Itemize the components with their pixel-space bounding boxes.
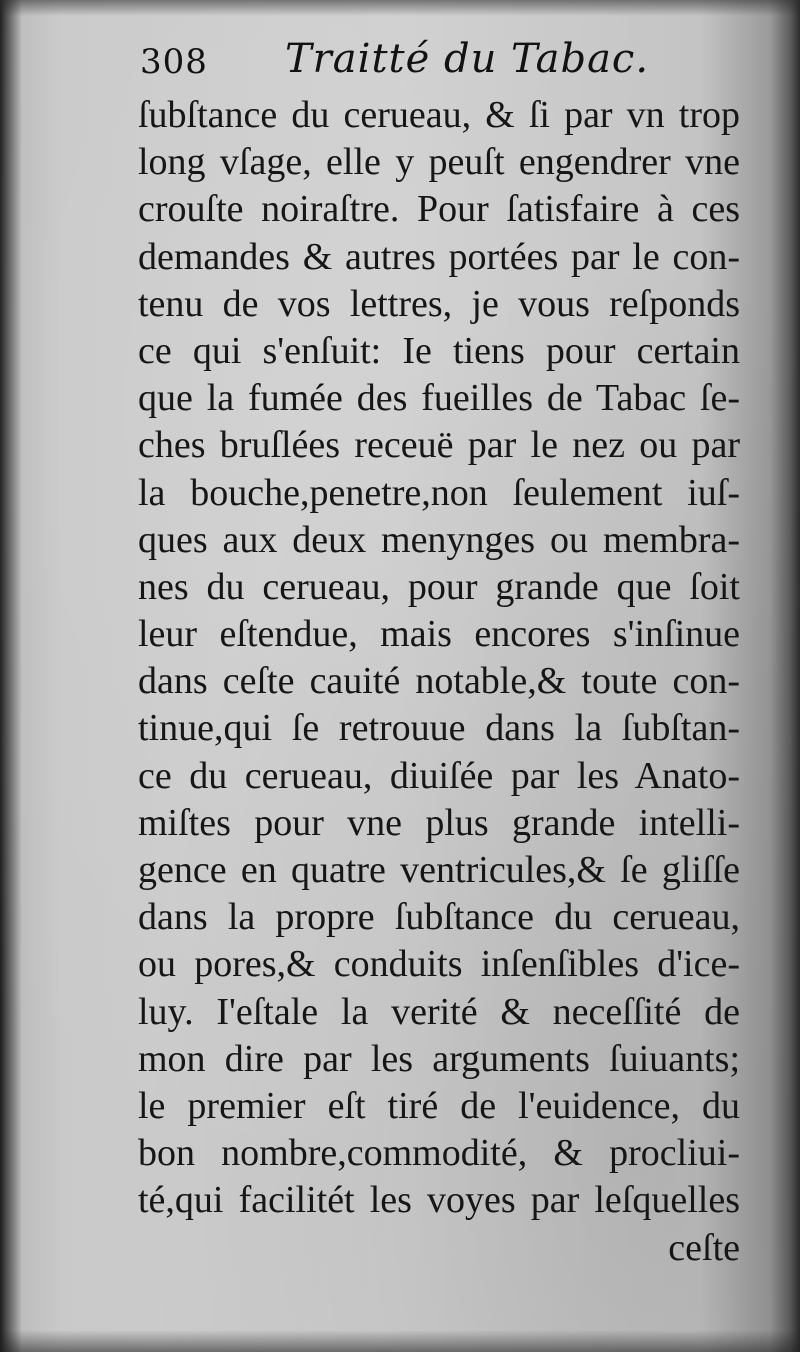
text-line: que la fumée des fueilles de Tabac ſe- [138,377,740,420]
text-line: bon nombre,commodité, & procliui- [138,1132,740,1175]
text-line: dans ceſte cauité notable,& toute con- [138,660,740,703]
running-head [140,36,740,92]
text-line: la bouche,penetre,non ſeulement iuſ- [138,471,740,514]
text-line: ches bruſlées receuë par le nez ou par [138,424,740,467]
text-line: ce qui s'enſuit: Ie tiens pour certain [138,329,740,372]
text-line: mon dire par les arguments ſuiuants; [138,1037,740,1080]
body-text [138,92,740,1272]
text-line: ſubſtance du cerueau, & ſi par vn trop [138,94,740,136]
text-line: long vſage, elle y peuſt engendrer vne [138,141,740,184]
catchword: ceſte [668,1226,740,1269]
text-line: tinue,qui ſe retrouue dans la ſubſtan- [138,707,740,750]
text-line: ce du cerueau, diuiſée par les Anato- [138,754,740,797]
text-line: luy. I'eſtale la verité & neceſſité de [138,990,740,1033]
text-line: té,qui facilitét les voyes par leſquelles [138,1179,740,1222]
text-line: leur eſtendue, mais encores s'inſinue [138,613,740,656]
page-bottom-shadow [0,1330,800,1352]
text-line: le premier eſt tiré de l'euidence, du [138,1084,740,1127]
text-line: ou pores,& conduits inſenſibles d'ice- [138,943,740,986]
page-top-shadow [0,0,800,16]
text-line: nes du cerueau, pour grande que ſoit [138,565,740,608]
page-number: 308 [140,42,208,82]
text-line: demandes & autres portées par le con- [138,235,740,278]
text-line: miſtes pour vne plus grande intelli- [138,801,740,844]
text-line: crouſte noiraſtre. Pour ſatisfaire à ces [138,188,740,231]
text-line: gence en quatre ventricules,& ſe gliſſe [138,849,740,891]
text-line: ques aux deux menynges ou membra- [138,518,740,561]
text-line: dans la propre ſubſtance du cerueau, [138,896,740,939]
running-head-title: Traitté du Tabac. [285,36,650,82]
text-line: tenu de vos lettres, je vous reſponds [138,282,740,325]
